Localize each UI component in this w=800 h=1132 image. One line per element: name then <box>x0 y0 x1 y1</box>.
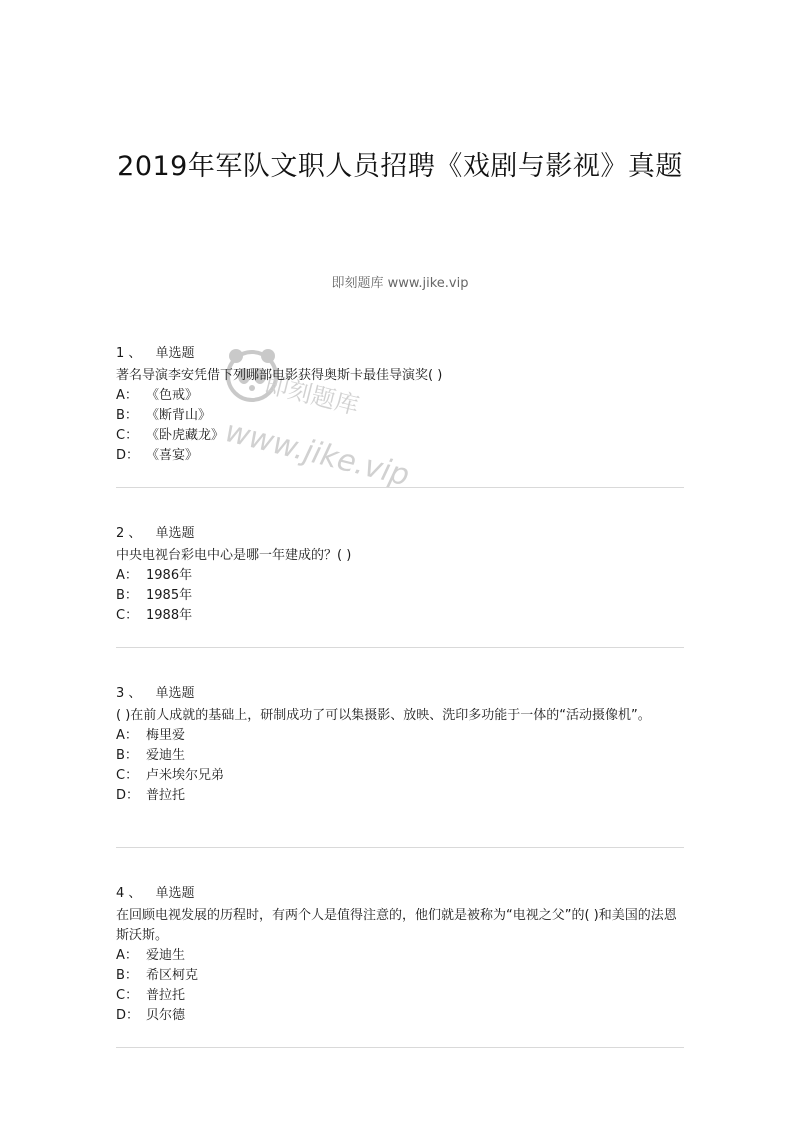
question-text: 著名导演李安凭借下列哪部电影获得奥斯卡最佳导演奖( ) <box>116 368 443 383</box>
option-b[interactable] <box>116 746 686 766</box>
option-b[interactable] <box>116 966 686 986</box>
divider <box>116 487 684 488</box>
option-letter: C： <box>116 988 139 1003</box>
option-letter: C： <box>116 608 139 623</box>
option-c[interactable] <box>116 426 686 446</box>
option-a[interactable] <box>116 566 686 586</box>
page-title: 2019年军队文职人员招聘《戏剧与影视》真题 <box>117 151 683 182</box>
option-a[interactable] <box>116 946 686 966</box>
option-text: 贝尔德 <box>146 1008 186 1023</box>
option-text: 梅里爱 <box>146 728 186 743</box>
option-text: 《喜宴》 <box>146 448 199 463</box>
option-text: 卢米埃尔兄弟 <box>146 768 225 783</box>
option-a[interactable] <box>116 386 686 406</box>
option-text: 《卧虎藏龙》 <box>146 428 225 443</box>
option-text: 普拉托 <box>146 988 186 1003</box>
watermark-brand: 即刻题库 <box>261 369 362 421</box>
option-letter: B： <box>116 408 138 423</box>
option-c[interactable] <box>116 766 686 786</box>
option-letter: A： <box>116 728 138 743</box>
question-text: 中央电视台彩电中心是哪一年建成的？( ) <box>116 548 352 563</box>
option-letter: D： <box>116 788 140 803</box>
option-letter: A： <box>116 948 138 963</box>
option-text: 1985年 <box>146 588 193 603</box>
option-letter: A： <box>116 568 138 583</box>
option-text: 1988年 <box>146 608 193 623</box>
divider <box>116 1047 684 1048</box>
option-text: 希区柯克 <box>146 968 199 983</box>
option-letter: D： <box>116 448 140 463</box>
question-number: 2 、 <box>116 526 142 541</box>
question-type: 单选题 <box>155 686 195 701</box>
question-4 <box>116 884 686 1026</box>
option-letter: A： <box>116 388 138 403</box>
question-number: 1 、 <box>116 346 142 361</box>
option-text: 《断背山》 <box>146 408 212 423</box>
question-text: 在回顾电视发展的历程时，有两个人是值得注意的，他们就是被称为“电视之父”的( )和美国的法恩斯沃斯。 <box>116 908 677 943</box>
option-b[interactable] <box>116 586 686 606</box>
option-letter: B： <box>116 588 138 603</box>
question-3 <box>116 684 686 806</box>
question-type: 单选题 <box>155 346 195 361</box>
question-type: 单选题 <box>155 886 195 901</box>
option-letter: D： <box>116 1008 140 1023</box>
option-text: 爱迪生 <box>146 748 186 763</box>
option-text: 普拉托 <box>146 788 186 803</box>
question-number: 3 、 <box>116 686 142 701</box>
option-d[interactable] <box>116 446 686 466</box>
option-letter: B： <box>116 968 138 983</box>
option-b[interactable] <box>116 406 686 426</box>
option-d[interactable] <box>116 786 686 806</box>
question-text: ( )在前人成就的基础上，研制成功了可以集摄影、放映、洗印多功能于一体的“活动摄像机”。 <box>116 708 651 723</box>
option-text: 爱迪生 <box>146 948 186 963</box>
question-number: 4 、 <box>116 886 142 901</box>
page-subtitle: 即刻题库 www.jike.vip <box>331 276 469 291</box>
option-d[interactable] <box>116 1006 686 1026</box>
option-text: 1986年 <box>146 568 193 583</box>
divider <box>116 647 684 648</box>
watermark-url: www.jike.vip <box>221 414 413 494</box>
option-c[interactable] <box>116 606 686 626</box>
option-c[interactable] <box>116 986 686 1006</box>
question-2 <box>116 524 686 626</box>
question-1 <box>116 344 686 466</box>
question-type: 单选题 <box>155 526 195 541</box>
option-letter: B： <box>116 748 138 763</box>
option-letter: C： <box>116 768 139 783</box>
divider <box>116 847 684 848</box>
option-a[interactable] <box>116 726 686 746</box>
option-letter: C： <box>116 428 139 443</box>
option-text: 《色戒》 <box>146 388 199 403</box>
